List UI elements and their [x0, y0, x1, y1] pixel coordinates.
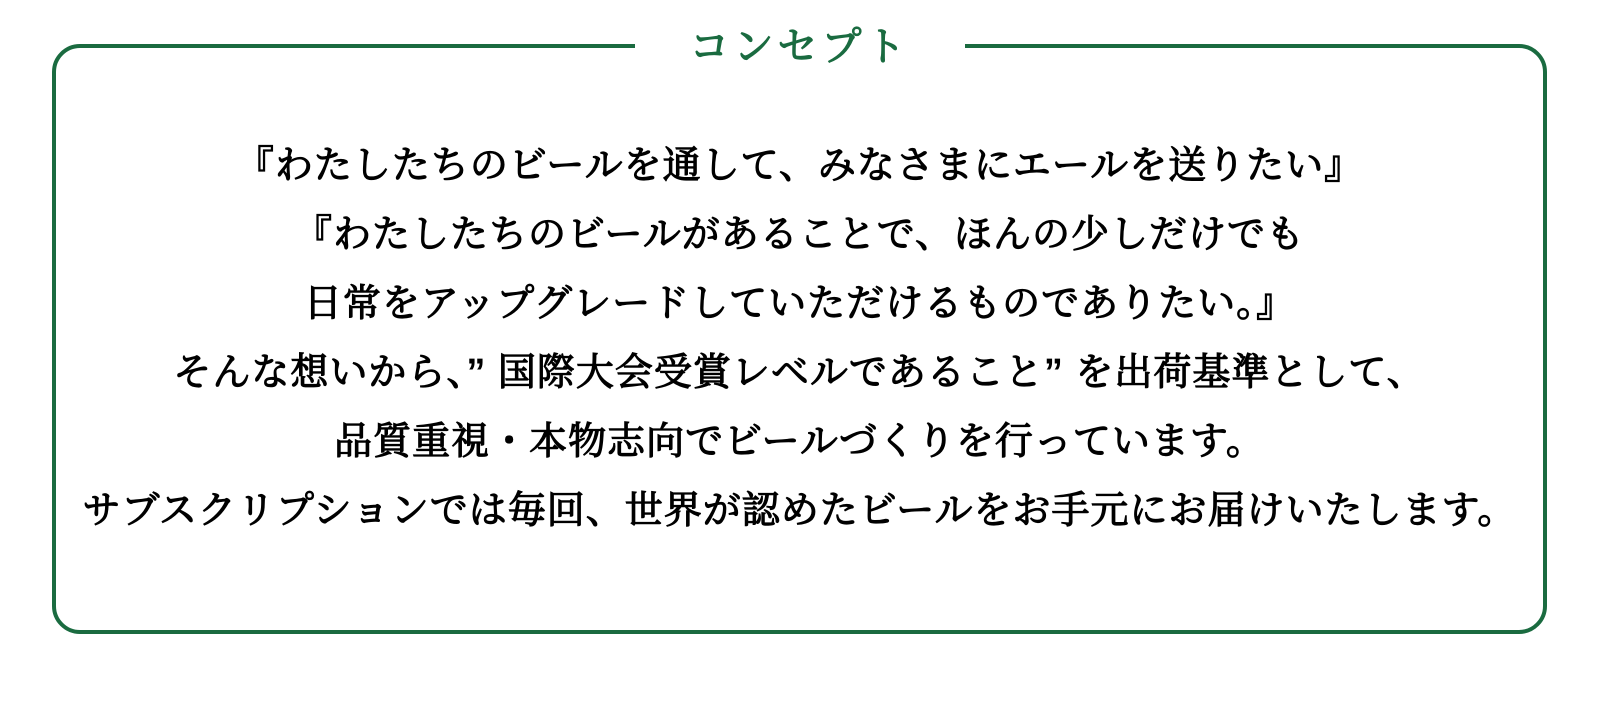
section-title: コンセプト: [635, 21, 965, 73]
concept-bordered-box: [52, 25, 1547, 634]
concept-line-4: そんな想いから、” 国際大会受賞レベルであること” を出荷基準として、: [173, 352, 1426, 394]
concept-text-block: [56, 48, 1543, 546]
concept-line-2: 『わたしたちのビールがあることで、ほんの少しだけでも: [294, 214, 1305, 256]
concept-line-5: 品質重視・本物志向でビールづくりを行っています。: [334, 421, 1265, 463]
concept-line-3: 日常をアップグレードしていただけるものでありたい。』: [303, 283, 1296, 325]
concept-line-6: サブスクリプションでは毎回、世界が認めたビールをお手元にお届けいたします。: [82, 490, 1517, 532]
concept-line-1: 『わたしたちのビールを通して、みなさまにエールを送りたい』: [235, 145, 1364, 187]
